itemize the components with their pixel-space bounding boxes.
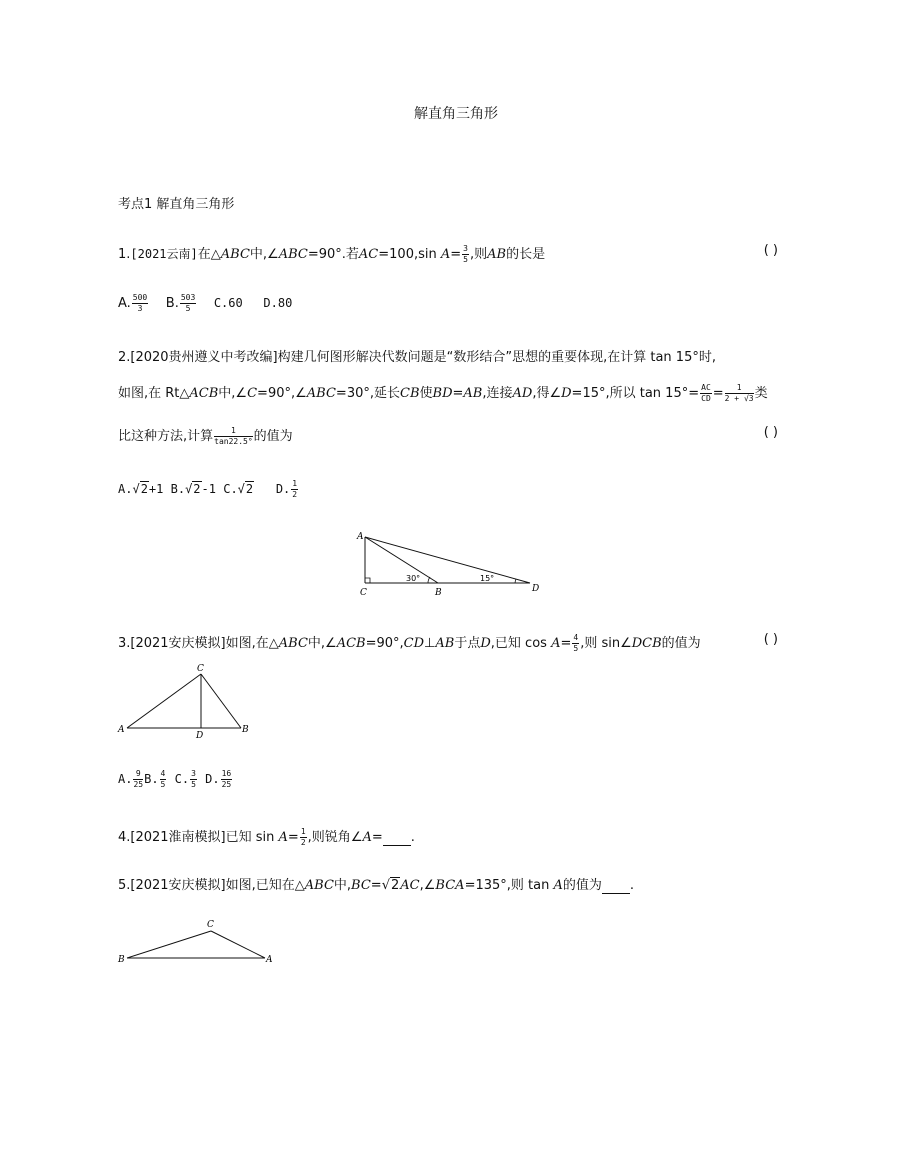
- answer-paren: ( ): [763, 243, 778, 258]
- question-source: [2021云南]: [130, 247, 198, 261]
- angle-label-30: 30°: [406, 574, 421, 583]
- option-d: D.80: [263, 296, 293, 310]
- q3-triangle-figure: [115, 660, 260, 742]
- fraction: $\frac{1}{\tan 22.5^\circ}$: [214, 426, 253, 446]
- option-c: C. $\frac{3}{5}$: [174, 769, 196, 789]
- option-b: B. $\frac{503}{5}$: [165, 293, 196, 313]
- vertex-label-d: D: [196, 731, 204, 741]
- angle-label-15: 15°: [480, 574, 495, 583]
- q1-options: [118, 294, 292, 313]
- vertex-label-b: B: [435, 588, 442, 598]
- square-root: √2: [381, 878, 400, 893]
- fraction: $\frac{1}{2}$: [300, 827, 306, 847]
- q5-triangle-figure: [115, 915, 280, 967]
- section-heading: 考点1 解直角三角形: [118, 197, 235, 212]
- question-4: 4.[2021淮南模拟]已知 sin A= $\frac{1}{2}$ ,则锐角∠A= .: [118, 827, 415, 847]
- answer-paren: ( ): [763, 425, 778, 440]
- option-a: A. $\frac{9}{25}$: [118, 769, 144, 789]
- option-a: A.√2+1: [118, 482, 164, 496]
- answer-blank: [383, 830, 411, 846]
- vertex-label-b: B: [242, 725, 249, 735]
- question-5: 5.[2021安庆模拟]如图,已知在△ABC中,BC=√2AC,∠BCA=135°,则 tan A的值为 .: [118, 878, 635, 893]
- fraction: $\frac{1}{2 + √3}$: [724, 383, 754, 403]
- fraction: $\frac{AC}{CD}$: [701, 383, 711, 403]
- option-c: C.√2: [223, 482, 254, 496]
- page-title: 解直角三角形: [414, 106, 498, 122]
- option-b: B.√2-1: [170, 482, 216, 496]
- vertex-label-d: D: [532, 584, 540, 594]
- vertex-label-a: A: [118, 725, 125, 735]
- vertex-label-a: A: [357, 532, 364, 542]
- answer-blank: [602, 878, 630, 894]
- vertex-label-b: B: [118, 955, 125, 965]
- vertex-label-a: A: [266, 955, 273, 965]
- question-2-line-3: 比这种方法,计算 $\frac{1}{\tan 22.5^\circ}$ 的值为: [118, 426, 293, 446]
- fraction: $\frac{3}{5}$: [463, 244, 468, 264]
- option-d: D. $\frac{16}{25}$: [205, 769, 232, 789]
- option-b: B. $\frac{4}{5}$: [144, 769, 166, 789]
- fraction: $\frac{4}{5}$: [573, 633, 579, 653]
- option-a: A. $\frac{500}{3}$: [118, 293, 148, 313]
- question-1: 1.[2021云南]在△ABC中,∠ABC=90°.若AC=100,sin A= $\frac{3}{5}$ ,则AB的长是: [118, 244, 546, 264]
- vertex-label-c: C: [207, 920, 214, 930]
- vertex-label-c: C: [197, 664, 204, 674]
- option-c: C.60: [213, 296, 243, 310]
- question-3: 3.[2021安庆模拟]如图,在△ABC中,∠ACB=90°,CD⊥AB于点D,已知 cos A= $\frac{4}{5}$ ,则 sin∠DCB的值为: [118, 633, 701, 653]
- q2-options: [118, 480, 299, 499]
- answer-paren: ( ): [763, 632, 778, 647]
- vertex-label-c: C: [360, 588, 367, 598]
- question-2-line-1: 2.[2020贵州遵义中考改编]构建几何图形解决代数问题是“数形结合”思想的重要体现,在计算 tan 15°时,: [118, 350, 716, 365]
- q2-triangle-figure: [350, 525, 550, 600]
- question-2-line-2: 如图,在 Rt△ACB中,∠C=90°,∠ABC=30°,延长CB使BD=AB,连接AD,得∠D=15°,所以 tan 15°= $\frac{AC}{CD}$ = $\frac{1}{2 + √3}$ 类: [118, 383, 768, 403]
- option-d: D. $\frac{1}{2}$: [275, 479, 298, 499]
- q3-options: [118, 770, 233, 789]
